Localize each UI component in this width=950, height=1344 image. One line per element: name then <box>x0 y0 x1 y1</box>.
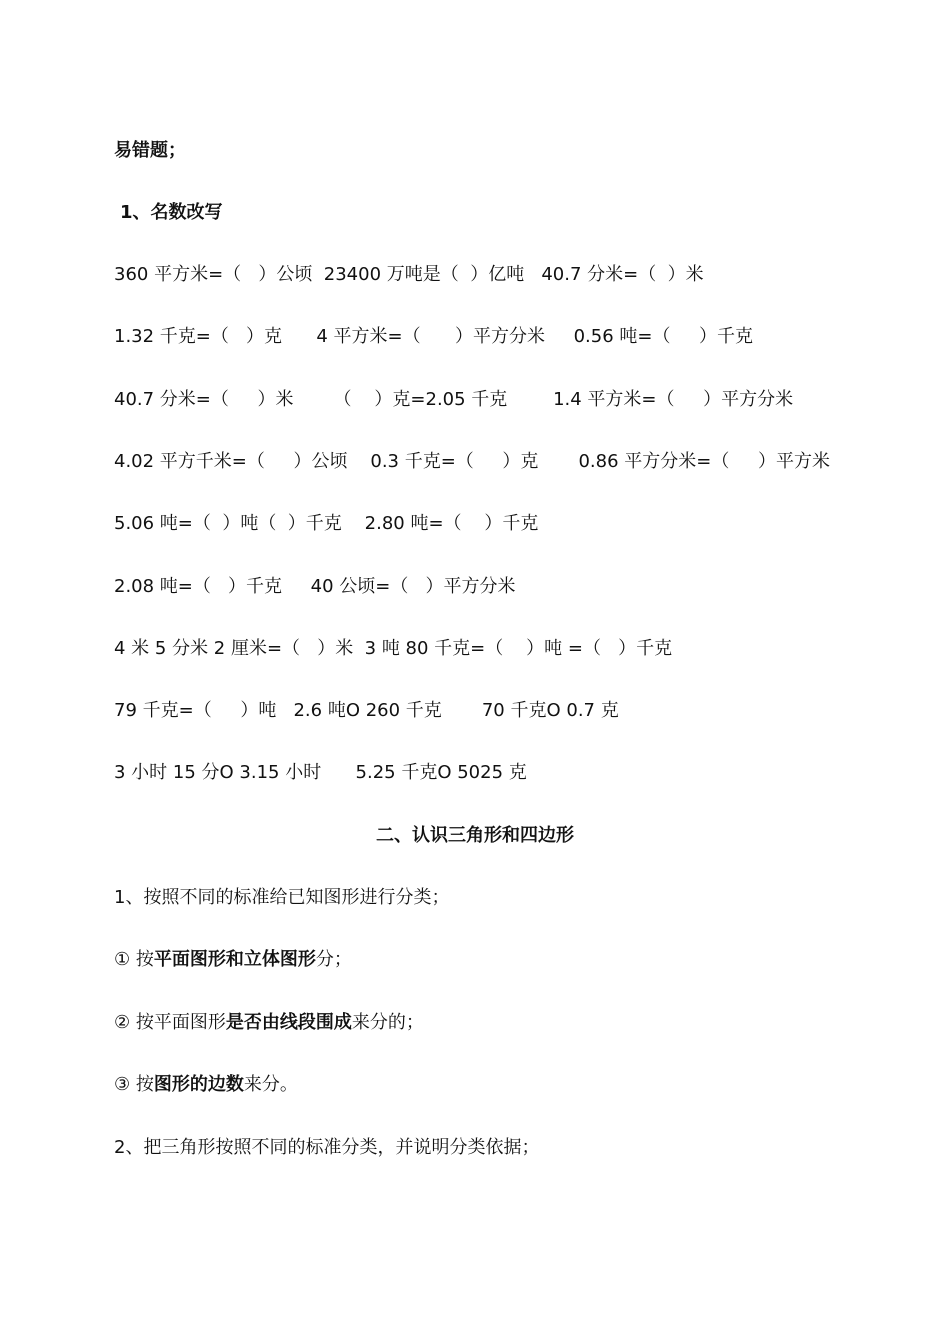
section-1-heading: 1、名数改写 <box>120 202 223 223</box>
sub-item-1-bold: 平面图形和立体图形 <box>153 949 316 970</box>
conversion-line: 40.7 分米=（ ）米 （ ）克=2.05 千克 1.4 平方米=（ ）平方分米 <box>114 389 794 410</box>
conversion-line: 360 平方米=（ ）公顷 23400 万吨是（ ）亿吨 40.7 分米=（ ）米 <box>114 264 704 285</box>
doc-title: 易错题； <box>114 140 186 161</box>
sub-item-2-suffix: 来分的； <box>351 1012 424 1033</box>
conversion-line: 3 小时 15 分O 3.15 小时 5.25 千克O 5025 克 <box>114 762 527 783</box>
conversion-line: 79 千克=（ ）吨 2.6 吨O 260 千克 70 千克O 0.7 克 <box>114 700 619 721</box>
sub-item-2-prefix: ② 按平面图形 <box>114 1012 226 1033</box>
item-2: 2、把三角形按照不同的标准分类，并说明分类依据； <box>114 1137 540 1158</box>
conversion-line: 4 米 5 分米 2 厘米=（ ）米 3 吨 80 千克=（ ）吨 =（ ）千克 <box>114 638 673 659</box>
conversion-line: 2.08 吨=（ ）千克 40 公顷=（ ）平方分米 <box>114 576 516 597</box>
sub-item-1-prefix: ① 按 <box>114 949 154 970</box>
sub-item-2-bold: 是否由线段围成 <box>225 1012 352 1033</box>
conversion-line: 5.06 吨=（ ）吨（ ）千克 2.80 吨=（ ）千克 <box>114 513 539 534</box>
sub-item-1 <box>114 951 352 969</box>
section-2-heading: 二、认识三角形和四边形 <box>376 825 574 846</box>
conversion-line: 4.02 平方千米=（ ）公顷 0.3 千克=（ ）克 0.86 平方分米=（ ）平方米 <box>114 451 830 472</box>
sub-item-3-prefix: ③ 按 <box>114 1074 154 1095</box>
sub-item-1-suffix: 分； <box>315 949 352 970</box>
conversion-line: 1.32 千克=（ ）克 4 平方米=（ ）平方分米 0.56 吨=（ ）千克 <box>114 326 754 347</box>
sub-item-3-suffix: 来分。 <box>243 1074 298 1095</box>
sub-item-3 <box>114 1076 298 1094</box>
sub-item-2 <box>114 1014 424 1032</box>
item-1: 1、按照不同的标准给已知图形进行分类； <box>114 887 450 908</box>
sub-item-3-bold: 图形的边数 <box>153 1074 244 1095</box>
